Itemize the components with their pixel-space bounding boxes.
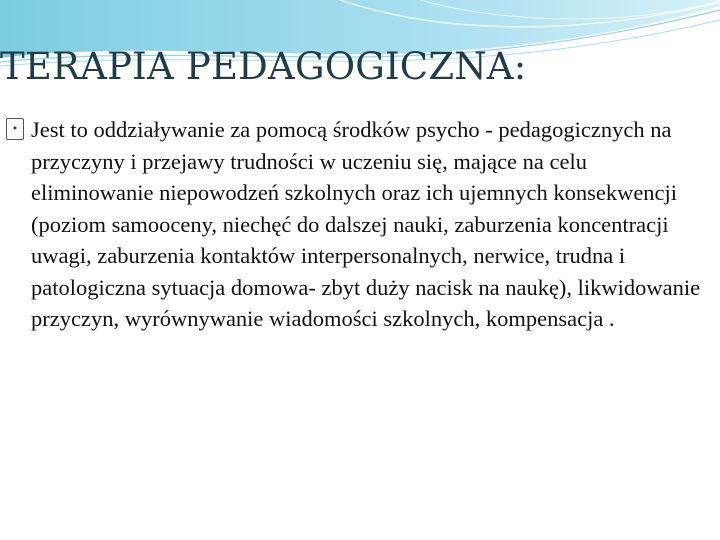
bullet-item: [6, 114, 712, 335]
slide-body: [6, 114, 712, 335]
bullet-marker-icon: •: [6, 118, 24, 140]
bullet-text: Jest to oddziaływanie za pomocą środków psycho - pedagogicznych na przyczyny i przejawy trudności w uczeniu się, mające na celu eliminowanie niepowodzeń szkolnych oraz ich ujemnych konsekwencji (poziom samooceny, niechęć do dalszej nauki, zaburzenia koncentracji uwagi, zaburzenia kontaktów interpersonalnych, nerwice, trudna i patologiczna sytuacja domowa- zbyt duży nacisk na naukę), likwidowanie przyczyn, wyrównywanie wiadomości szkolnych, kompensacja .: [31, 117, 701, 331]
slide-title: TERAPIA PEDAGOGICZNA:: [0, 45, 527, 88]
